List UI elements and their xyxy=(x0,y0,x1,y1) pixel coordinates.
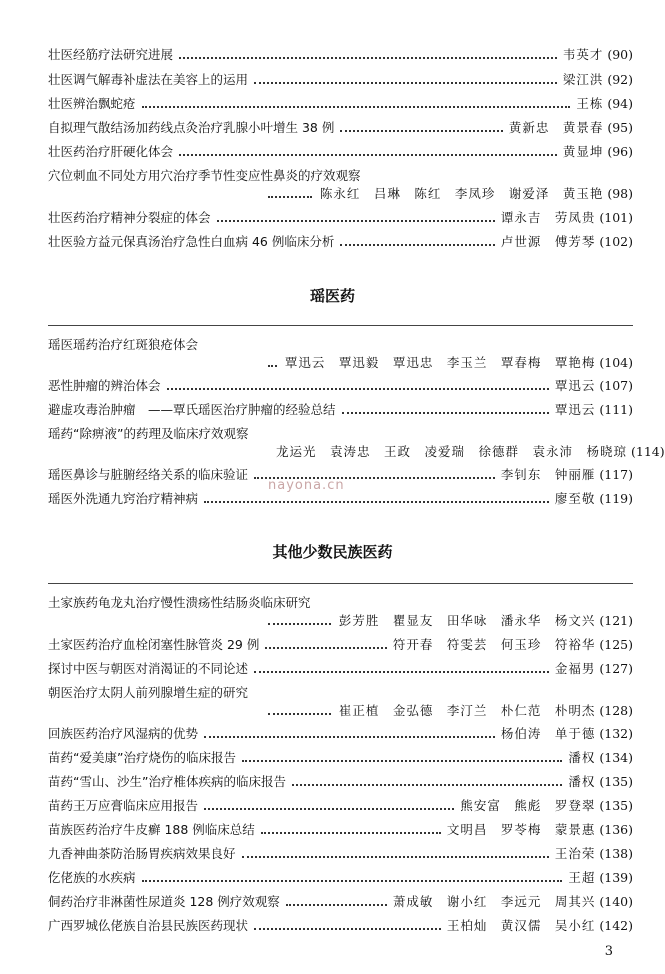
entry-authors: 熊安富 熊彪 罗登翠 xyxy=(460,798,596,813)
toc-entry xyxy=(48,209,633,227)
entry-title: 瑶医瑶药治疗红斑狼疮体会 xyxy=(48,337,199,352)
entry-title: 侗药治疗非淋菌性尿道炎 128 例疗效观察 xyxy=(48,894,280,909)
entry-authors: 龙运光 袁涛忠 王政 凌爱瑞 徐德群 袁永沛 杨晓琼 xyxy=(276,444,628,459)
toc-entry xyxy=(48,377,633,395)
entry-page: (114) xyxy=(631,444,665,459)
entry-title: 朝医治疗太阴人前列腺增生症的研究 xyxy=(48,685,249,700)
leader-dots xyxy=(268,623,331,625)
entry-page: (92) xyxy=(607,72,633,87)
entry-authors: 李钊东 钟丽雁 xyxy=(500,467,596,482)
leader-dots xyxy=(217,220,495,222)
leader-dots xyxy=(142,106,571,108)
entry-page: (121) xyxy=(599,613,633,628)
page-number: 3 xyxy=(604,944,613,959)
entry-authors: 黄新忠 黄景春 xyxy=(508,120,604,135)
entry-authors: 梁江洪 xyxy=(562,72,604,87)
section-rule xyxy=(48,325,633,326)
entry-authors: 金福男 xyxy=(554,661,596,676)
leader-dots xyxy=(179,154,557,156)
entry-page: (96) xyxy=(607,144,633,159)
leader-dots xyxy=(204,808,454,810)
toc-entry xyxy=(48,797,633,815)
entry-page: (111) xyxy=(599,402,633,417)
entry-title: 壮医验方益元保真汤治疗急性白血病 46 例临床分析 xyxy=(48,234,335,249)
entry-authors: 卢世源 傅芳琴 xyxy=(500,234,596,249)
entry-title: 瑶药“除痹液”的药理及临床疗效观察 xyxy=(48,426,249,441)
entry-title: 苗族医药治疗牛皮癣 188 例临床总结 xyxy=(48,822,255,837)
entry-title: 土家族药龟龙丸治疗慢性溃疡性结肠炎临床研究 xyxy=(48,595,311,610)
entry-page: (138) xyxy=(599,846,633,861)
entry-page: (101) xyxy=(599,210,633,225)
leader-dots xyxy=(265,647,387,649)
leader-dots xyxy=(179,57,557,59)
toc-entry xyxy=(48,336,633,372)
entry-authors: 覃迅云 xyxy=(554,402,596,417)
entry-title: 穴位刺血不同处方用穴治疗季节性变应性鼻炎的疗效观察 xyxy=(48,168,361,183)
toc-entry xyxy=(48,71,633,89)
leader-dots xyxy=(254,928,441,930)
toc-entry xyxy=(48,233,633,251)
entry-authors: 王超 xyxy=(568,870,596,885)
toc-entry xyxy=(48,893,633,911)
entry-page: (127) xyxy=(599,661,633,676)
toc-entry xyxy=(48,845,633,863)
toc-entry xyxy=(48,749,633,767)
entry-page: (119) xyxy=(599,491,633,506)
toc-entry xyxy=(48,95,633,113)
entry-title: 壮医药治疗肝硬化体会 xyxy=(48,144,174,159)
toc-entry xyxy=(48,167,633,203)
entry-page: (90) xyxy=(607,47,633,62)
entry-title: 避虚攻毒治肿瘤 ——覃氏瑶医治疗肿瘤的经验总结 xyxy=(48,402,336,417)
entry-authors: 崔正植 金弘德 李汀兰 朴仁范 朴明杰 xyxy=(338,703,596,718)
entry-authors: 谭永吉 劳凤贵 xyxy=(500,210,596,225)
entry-title: 自拟理气散结汤加药线点灸治疗乳腺小叶增生 38 例 xyxy=(48,120,335,135)
entry-title: 探讨中医与朝医对消渴证的不同论述 xyxy=(48,661,249,676)
entry-page: (117) xyxy=(599,467,633,482)
toc-entry xyxy=(48,660,633,678)
entry-authors: 潘权 xyxy=(568,774,596,789)
leader-dots xyxy=(340,244,495,246)
entry-authors: 黄显坤 xyxy=(562,144,604,159)
entry-page: (102) xyxy=(599,234,633,249)
entry-authors: 彭芳胜 瞿显友 田华咏 潘永华 杨文兴 xyxy=(338,613,596,628)
entry-page: (95) xyxy=(607,120,633,135)
entry-authors: 覃迅云 xyxy=(554,378,596,393)
section-heading: 瑶医药 xyxy=(309,287,355,305)
entry-title: 瑶医鼻诊与脏腑经络关系的临床验证 xyxy=(48,467,249,482)
section-heading: 其他少数民族医药 xyxy=(272,543,393,561)
entry-authors: 王治荣 xyxy=(554,846,596,861)
entry-title: 广西罗城仫佬族自治县民族医药现状 xyxy=(48,918,249,933)
entry-title: 土家医药治疗血栓闭塞性脉管炎 29 例 xyxy=(48,637,260,652)
entry-authors: 符开春 符雯芸 何玉珍 符裕华 xyxy=(392,637,596,652)
entry-title: 九香神曲茶防治肠胃疾病效果良好 xyxy=(48,846,236,861)
leader-dots xyxy=(286,904,387,906)
leader-dots xyxy=(204,736,495,738)
entry-authors: 韦英才 xyxy=(562,47,604,62)
toc-entry xyxy=(48,46,633,64)
entry-page: (107) xyxy=(599,378,633,393)
entry-title: 壮医调气解毒补虚法在美容上的运用 xyxy=(48,72,249,87)
entry-authors: 杨伯涛 单于德 xyxy=(500,726,596,741)
entry-authors: 文明昌 罗苓梅 蒙景惠 xyxy=(446,822,596,837)
leader-dots xyxy=(242,760,562,762)
leader-dots xyxy=(142,880,563,882)
entry-page: (104) xyxy=(599,355,633,370)
entry-page: (132) xyxy=(599,726,633,741)
entry-authors: 潘权 xyxy=(568,750,596,765)
leader-dots xyxy=(340,130,502,132)
leader-dots xyxy=(167,388,549,390)
toc-entry xyxy=(48,425,665,461)
entry-authors: 王柏灿 黄汉儒 吴小红 xyxy=(446,918,596,933)
entry-authors: 覃迅云 覃迅毅 覃迅忠 李玉兰 覃春梅 覃艳梅 xyxy=(284,355,596,370)
entry-title: 恶性肿瘤的辨治体会 xyxy=(48,378,161,393)
entry-title: 回族医药治疗风湿病的优势 xyxy=(48,726,199,741)
leader-dots xyxy=(254,82,557,84)
toc-entry xyxy=(48,594,633,630)
entry-title: 瑶医外洗通九窍治疗精神病 xyxy=(48,491,199,506)
leader-dots xyxy=(268,713,331,715)
watermark: nayona.cn xyxy=(268,478,345,493)
leader-dots xyxy=(261,832,441,834)
toc-entry xyxy=(48,119,633,137)
leader-dots xyxy=(204,501,549,503)
toc-entry xyxy=(48,773,633,791)
entry-title: 苗药“爱美康”治疗烧伤的临床报告 xyxy=(48,750,236,765)
toc-entry xyxy=(48,636,633,654)
entry-title: 苗药王万应膏临床应用报告 xyxy=(48,798,199,813)
leader-dots xyxy=(342,412,549,414)
toc-entry xyxy=(48,684,633,720)
toc-entry xyxy=(48,917,633,935)
entry-page: (142) xyxy=(599,918,633,933)
entry-authors: 萧成敏 谢小红 李远元 周其兴 xyxy=(392,894,596,909)
entry-page: (139) xyxy=(599,870,633,885)
entry-authors: 陈永红 吕琳 陈红 李凤珍 谢爱泽 黄玉艳 xyxy=(319,186,604,201)
leader-dots xyxy=(268,365,277,367)
entry-title: 仡佬族的水疾病 xyxy=(48,870,136,885)
leader-dots xyxy=(292,784,562,786)
entry-authors: 王栋 xyxy=(576,96,604,111)
entry-page: (98) xyxy=(607,186,633,201)
entry-authors: 廖至敬 xyxy=(554,491,596,506)
entry-title: 苗药“雪山、沙生”治疗椎体疾病的临床报告 xyxy=(48,774,286,789)
leader-dots xyxy=(254,671,549,673)
section-rule xyxy=(48,583,633,584)
leader-dots xyxy=(242,856,549,858)
toc-entry xyxy=(48,725,633,743)
entry-page: (136) xyxy=(599,822,633,837)
entry-title: 壮医经筋疗法研究进展 xyxy=(48,47,174,62)
entry-page: (125) xyxy=(599,637,633,652)
entry-page: (128) xyxy=(599,703,633,718)
toc-entry xyxy=(48,821,633,839)
toc-entry xyxy=(48,143,633,161)
entry-page: (94) xyxy=(607,96,633,111)
entry-page: (135) xyxy=(599,798,633,813)
leader-dots xyxy=(268,196,312,198)
entry-page: (134) xyxy=(599,750,633,765)
entry-page: (140) xyxy=(599,894,633,909)
entry-title: 壮医辨治飘蛇疮 xyxy=(48,96,136,111)
toc-entry xyxy=(48,401,633,419)
entry-page: (135) xyxy=(599,774,633,789)
toc-entry xyxy=(48,869,633,887)
entry-title: 壮医药治疗精神分裂症的体会 xyxy=(48,210,211,225)
